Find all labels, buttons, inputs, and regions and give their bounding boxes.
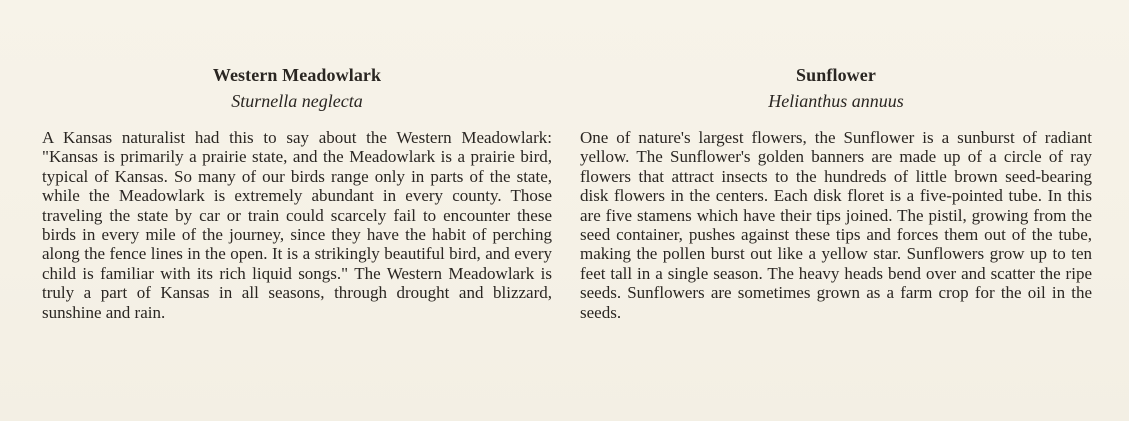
sunflower-scientific-name: Helianthus annuus (768, 91, 904, 111)
sunflower-section (580, 64, 1092, 322)
sunflower-title: Sunflower (796, 65, 876, 85)
meadowlark-title: Western Meadowlark (212, 65, 382, 85)
meadowlark-scientific-name: Sturnella neglecta (231, 91, 363, 111)
meadowlark-section (42, 64, 552, 322)
sunflower-description: One of nature's largest flowers, the Sunflower is a sunburst of radiant yellow. The Sunflower's golden banners are made up of a circle of ray flowers that attract insects to the hundreds of little brown seed-bearing disk flowers in the centers. Each disk floret is a five-pointed tube. In this are five stamens which have their tips joined. The pistil, growing from the seed container, pushes against these tips and forces them out of the tube, making the pollen burst out like a yellow star. Sunflowers grow up to ten feet tall in a single season. The heavy heads bend over and scatter the ripe seeds. Sunflowers are sometimes grown as a farm crop for the oil in the seeds. (580, 128, 1092, 322)
meadowlark-description: A Kansas naturalist had this to say about the Western Meadowlark: "Kansas is primarily a prairie state, and the Meadowlark is a prairie bird, typical of Kansas. So many of our birds range only in parts of the state, while the Meadowlark is extremely abundant in every county. Those traveling the state by car or train could scarcely fail to encounter these birds in every mile of the journey, since they have the habit of perching along the fence lines in the open. It is a strikingly beautiful bird, and every child is familiar with its rich liquid songs." The Western Meadowlark is truly a part of Kansas in all seasons, through drought and blizzard, sunshine and rain. (42, 128, 552, 322)
